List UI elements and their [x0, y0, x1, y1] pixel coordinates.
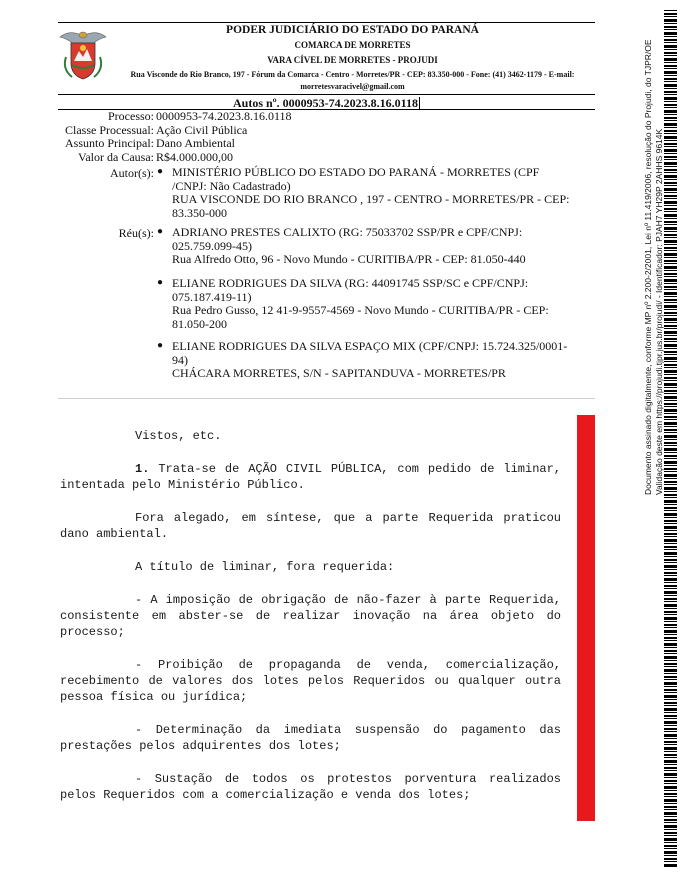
text-cursor [419, 97, 420, 109]
party-line: /CNPJ: Não Cadastrado) [172, 178, 291, 193]
party-entry [157, 340, 597, 381]
party-line: 075.187.419-11) [172, 289, 252, 304]
bullet-icon: ● [157, 226, 164, 237]
party-line: RUA VISCONDE DO RIO BRANCO , 197 - CENTRO - MORRETES/PR - CEP: [172, 192, 570, 206]
info-value: 0000953-74.2023.8.16.0118 [156, 109, 292, 123]
party-line: 83.350-000 [172, 205, 227, 220]
party-line: 94) [172, 352, 188, 367]
info-value: R$4.000.000,00 [156, 149, 234, 164]
stamp-line: Documento assinado digitalmente, conforme MP nº 2.200-2/2001, Lei nº 11.419/2006, resolução do Projudi, do TJPR/OE [643, 39, 653, 495]
court-address: Rua Visconde do Rio Branco, 197 - Fórum da Comarca - Centro - Morretes/PR - CEP: 83.350-000 - Fone: (41) 3462-1179 - E-mail: [130, 70, 575, 79]
plaintiff-label: Autor(s): [110, 166, 154, 180]
header-mid-rule [58, 94, 595, 95]
paragraph: A título de liminar, fora requerida: [135, 560, 395, 574]
red-margin-bar [577, 415, 595, 821]
party-line: 81.050-200 [172, 316, 227, 331]
info-value: Dano Ambiental [156, 136, 235, 150]
bullet-icon: ● [157, 340, 164, 351]
court-email: morretesvaracivel@gmail.com [300, 82, 405, 91]
party-line: ADRIANO PRESTES CALIXTO (RG: 75033702 SSP/PR e CPF/CNPJ: [172, 225, 523, 239]
paragraph-number: 1. [135, 462, 150, 476]
bullet-icon: ● [157, 166, 164, 177]
court-unit: VARA CÍVEL DE MORRETES - PROJUDI [267, 55, 438, 65]
barcode [664, 10, 677, 868]
party-line: MINISTÉRIO PÚBLICO DO ESTADO DO PARANÁ - MORRETES (CPF [172, 165, 540, 179]
stamp-line: Validação deste em https://projudi.tjpr.jus.br/projudi/ - Identificador: PJAH7 YH29P 2AHHS 9614K [654, 128, 664, 495]
case-title-text: Autos nº. 0000953-74.2023.8.16.0118 [233, 96, 418, 110]
case-info [58, 110, 292, 164]
party-line: ELIANE RODRIGUES DA SILVA (RG: 44091745 SSP/SC e CPF/CNPJ: [172, 276, 529, 290]
defendant-label: Réu(s): [118, 226, 154, 240]
bullet-icon: ● [157, 277, 164, 288]
info-label: Assunto Principal: [65, 136, 154, 150]
info-value: Ação Civil Pública [156, 122, 248, 137]
paragraph: Vistos, etc. [135, 429, 222, 443]
parana-coat-of-arms-icon [58, 27, 108, 81]
info-label: Processo: [108, 109, 154, 123]
case-info-row [58, 151, 292, 165]
paragraph: - Determinação da imediata suspensão do pagamento das prestações pelos adquirentes dos lotes; [60, 723, 561, 753]
case-info-row [58, 137, 292, 151]
paragraph [60, 461, 561, 493]
party-line: CHÁCARA MORRETES, S/N - SAPITANDUVA - MORRETES/PR [172, 366, 506, 380]
party-entry [157, 277, 597, 331]
case-info-row [58, 124, 292, 138]
section-divider [58, 398, 595, 399]
paragraph: - A imposição de obrigação de não-fazer à parte Requerida, consistente em abster-se de realizar inovação na área objeto do processo; [60, 593, 561, 639]
party-entry [157, 166, 597, 220]
case-info-row [58, 110, 292, 124]
paragraph: - Sustação de todos os protestos porventura realizados pelos Requeridos com a comercialização e venda dos lotes; [60, 772, 561, 802]
party-line: 025.759.099-45) [172, 238, 252, 253]
paragraph: - Proibição de propaganda de venda, comercialização, recebimento de valores dos lotes pelos Requeridos ou qualquer outra pessoa física ou jurídica; [60, 658, 561, 704]
header-top-rule [58, 22, 595, 23]
paragraph-text: Trata-se de AÇÃO CIVIL PÚBLICA, com pedido de liminar, intentada pelo Ministério Público. [60, 462, 561, 492]
court-name: PODER JUDICIÁRIO DO ESTADO DO PARANÁ [226, 24, 479, 36]
party-line: Rua Alfredo Otto, 96 - Novo Mundo - CURITIBA/PR - CEP: 81.050-440 [172, 252, 526, 266]
paragraph: Fora alegado, em síntese, que a parte Requerida praticou dano ambiental. [60, 511, 561, 541]
party-line: Rua Pedro Gusso, 12 41-9-9557-4569 - Novo Mundo - CURITIBA/PR - CEP: [172, 303, 549, 317]
decision-body [60, 428, 561, 820]
info-label: Classe Processual: [65, 122, 154, 137]
info-label: Valor da Causa: [78, 149, 154, 164]
party-line: ELIANE RODRIGUES DA SILVA ESPAÇO MIX (CPF/CNPJ: 15.724.325/0001- [172, 339, 568, 353]
party-entry [157, 226, 597, 267]
district-name: COMARCA DE MORRETES [294, 40, 411, 50]
